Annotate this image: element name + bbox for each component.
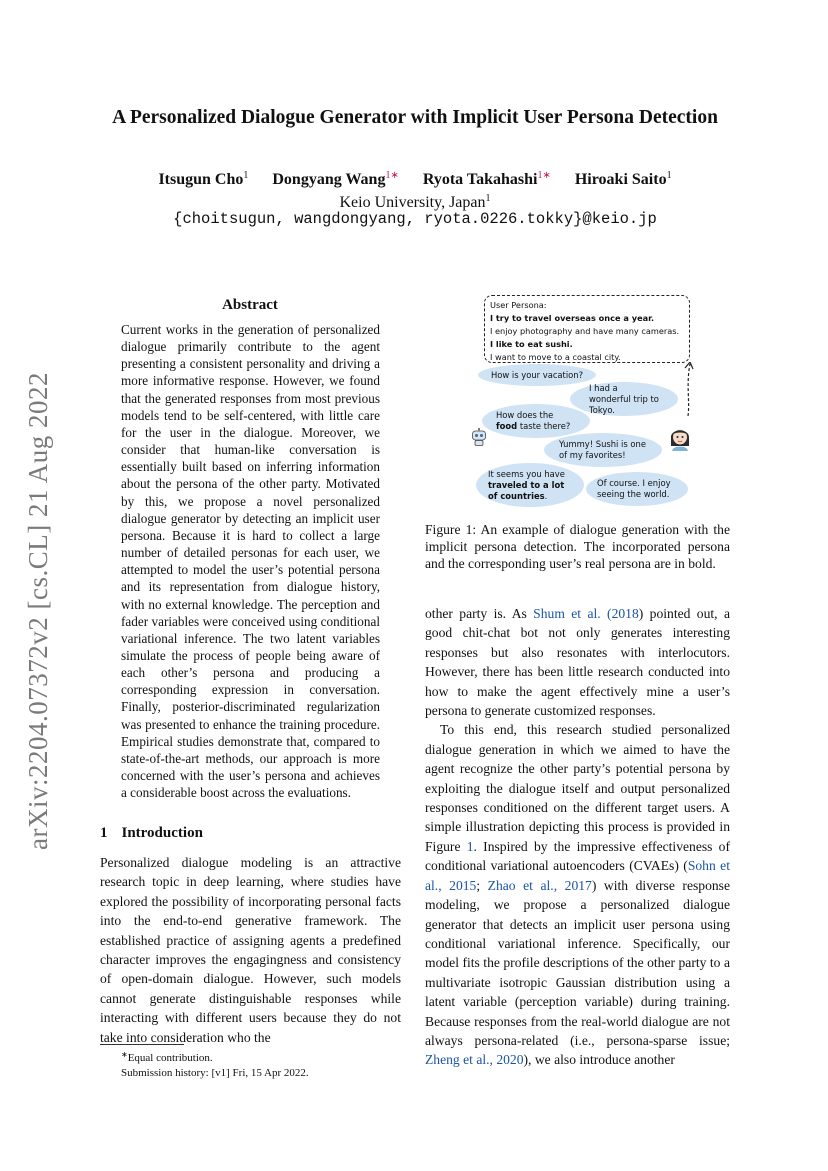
persona-line: I like to eat sushi. — [490, 339, 573, 349]
persona-line: I try to travel overseas once a year. — [490, 313, 655, 323]
right-column-text — [425, 604, 730, 1070]
footnotes — [121, 1047, 309, 1081]
citation-link[interactable]: Zheng et al., 2020 — [425, 1052, 524, 1068]
author-4: Hiroaki Saito$^1$ — [574, 170, 672, 188]
author-emails: {choitsugun, wangdongyang, ryota.0226.tokky}@keio.jp — [173, 210, 657, 228]
persona-arrow-icon — [676, 362, 700, 418]
persona-line: I want to move to a coastal city. — [490, 352, 621, 362]
paragraph: other party is. As Shum et al. (2018) pointed out, a good chit-chat bot not only generates interesting responses but also resonates with interlocutors. However, there has been little research conducted into how to make the agent effectively mine a user’s persona to generate customized responses. — [425, 606, 730, 719]
introduction-text: Personalized dialogue modeling is an attractive research topic in deep learning, where studies have explored the possibility of incorporating personal facts into the end-to-end generative framework. The established practice of assigning agents a predefined character improves the engagingness and consistency of open-domain dialogue. However, such models cannot generate distinguishable responses while interacting with different users because they do not take into consideration who the — [100, 855, 401, 1045]
section-heading-introduction: 1 Introduction — [100, 825, 203, 841]
footnote-rule — [100, 1044, 184, 1045]
chat-bubble-user: Yummy! Sushi is one of my favorites! — [544, 433, 662, 467]
author-1: Itsugun Cho$^1$ — [158, 170, 249, 188]
citation-link[interactable]: Sohn et al., 2015 — [425, 858, 730, 893]
citation-link[interactable]: Zhao et al., 2017 — [487, 877, 592, 893]
user-avatar-icon — [667, 424, 693, 452]
footnote-equal-contribution: ∗Equal contribution. — [121, 1050, 213, 1064]
robot-icon — [470, 428, 488, 446]
user-persona-box — [484, 295, 690, 363]
chat-bubble-bot: How does the food taste there? — [482, 404, 590, 438]
footnote-submission-history: Submission history: [v1] Fri, 15 Apr 2022. — [121, 1067, 309, 1079]
paragraph: To this end, this research studied personalized dialogue generation in which we aimed to have the agent recognize the other party’s potential persona by exploiting the dialogue itself and output personalized responses conditioned on the different target users. A simple illustration depicting this process is provided in Figure 1. Inspired by the impressive effectiveness of conditional variational autoencoders (CVAEs) (Sohn et al., 2015; Zhao et al., 2017) with diverse response modeling, we propose a personalized dialogue generator that detects an implicit user persona using conditional variational inference. Specifically, our model fits the profile descriptions of the other party to a multivariate isotropic Gaussian distribution using a latent variable (perception variable) during training. Because responses from the real-world dialogue are not always persona-related (i.e., persona-sparse issue; Zheng et al., 2020), we also introduce another — [425, 722, 730, 1068]
paper-title: A Personalized Dialogue Generator with Implicit User Persona Detection — [112, 107, 718, 128]
chat-bubble-user: Of course. I enjoy seeing the world. — [586, 472, 688, 506]
figure-1 — [470, 292, 700, 507]
affiliation: Keio University, Japan$^1$ — [339, 193, 491, 211]
figure-1-caption: Figure 1: An example of dialogue generation with the implicit persona detection. The incorporated persona and the corresponding user’s real persona are in bold. — [425, 522, 730, 572]
author-2: Dongyang Wang$^{1∗}$ — [272, 170, 399, 188]
abstract-text: Current works in the generation of personalized dialogue primarily contribute to the agent presenting a consistent personality and driving a more informative response. However, we found that the generated responses from most previous models tend to be self-centered, with little care for the user in the dialogue. Moreover, we consider that human-like conversation is essentially built based on inferring information about the persona of the other party. Motivated by this, we propose a novel personalized dialogue generator by detecting an implicit user persona. Because it is hard to collect a large number of detailed personas for each user, we attempted to model the user’s potential persona and its representation from dialogue history, with no external knowledge. The perception and fader variables were conceived using conditional variational inference. The two latent variables simulate the process of people being aware of each other’s persona and producing a corresponding expression in conversation. Finally, posterior-discriminated regularization was presented to enhance the training procedure. Empirical studies demonstrate that, compared to state-of-the-art methods, our approach is more concerned with the user’s persona and achieves a considerable boost across the evaluations. — [121, 322, 380, 801]
citation-link[interactable]: Shum et al. (2018 — [533, 606, 639, 621]
chat-bubble-user: I had a wonderful trip to Tokyo. — [570, 382, 678, 416]
persona-label: User Persona: — [490, 300, 547, 310]
chat-bubble-bot: How is your vacation? — [478, 364, 596, 386]
abstract-heading: Abstract — [222, 297, 278, 313]
author-3: Ryota Takahashi$^{1∗}$ — [422, 170, 551, 188]
chat-bubble-bot: It seems you have traveled to a lot of countries. — [476, 463, 584, 507]
figure-reference-link[interactable]: 1 — [466, 838, 474, 854]
arxiv-identifier: arXiv:2204.07372v2 [cs.CL] 21 Aug 2022 — [23, 372, 53, 850]
persona-line: I enjoy photography and have many cameras. — [490, 326, 680, 336]
